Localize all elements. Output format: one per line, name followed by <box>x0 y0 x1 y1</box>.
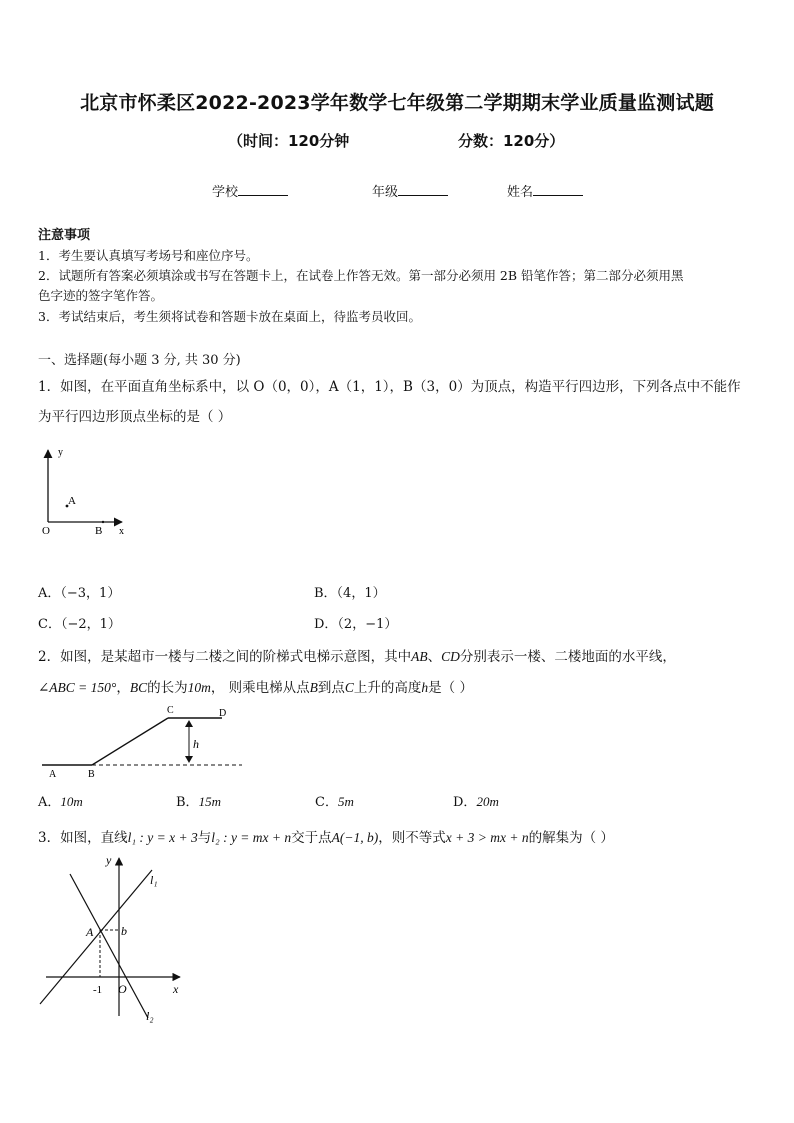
q3-x-label: x <box>173 982 179 996</box>
name-field[interactable] <box>507 181 583 200</box>
q1-stem-line2: 为平行四边形顶点坐标的是（ ） <box>38 409 232 425</box>
q1-x-label: x <box>119 526 124 537</box>
note-item: 2．试题所有答案必须填涂或书写在答题卡上，在试卷上作答无效。第一部分必须用 2B 铅笔作答；第二部分必须用黑 <box>38 268 684 283</box>
q3-line-l2 <box>70 874 148 1018</box>
q3-a-label: A <box>86 925 94 939</box>
q1-figure <box>36 446 136 538</box>
note-item: 3．考试结束后，考生须将试卷和答题卡放在桌面上，待监考员收回。 <box>38 309 421 324</box>
grade-blank[interactable] <box>398 183 448 196</box>
q2-h-label: h <box>193 737 199 751</box>
exam-time: （时间：120分钟 <box>228 132 350 150</box>
q2-escalator-bc <box>92 718 168 765</box>
q1-y-label: y <box>58 447 63 458</box>
q1-b-label: B <box>95 525 103 537</box>
q3-y-label: y <box>106 853 112 867</box>
notes-heading: 注意事项 <box>38 228 91 243</box>
q2-stem-line2: ∠ABC = 150°，BC的长为10m， 则乘电梯从点B到点C上升的高度h是（ ） <box>38 680 473 696</box>
q1-origin-label: O <box>42 525 50 537</box>
q2-arrow-up-icon <box>185 720 193 727</box>
q1-point-b <box>102 521 104 523</box>
section-heading: 一、选择题(每小题 3 分, 共 30 分) <box>38 353 241 368</box>
q3-b-label: b <box>121 924 127 938</box>
name-label: 姓名 <box>507 185 534 200</box>
q2-d-label: D <box>219 708 227 719</box>
grade-label: 年级 <box>372 185 399 200</box>
school-field[interactable] <box>212 181 288 200</box>
exam-score: 分数：120分） <box>458 132 565 150</box>
q3-stem: 3．如图，直线l₁ : y = x + 3与l₂ : y = mx + n交于点A(−1, b)，则不等式x + 3 > mx + n的解集为（ ） <box>38 830 614 846</box>
q2-option-c[interactable]: C．5m <box>315 794 354 810</box>
q1-option-d[interactable]: D．（2，−1） <box>314 617 398 632</box>
name-blank[interactable] <box>533 183 583 196</box>
q2-option-d[interactable]: D．20m <box>453 794 499 810</box>
note-item: 1．考生要认真填写考场号和座位序号。 <box>38 248 259 263</box>
school-label: 学校 <box>212 185 239 200</box>
q2-option-b[interactable]: B．15m <box>176 794 221 810</box>
note-item: 色字迹的签字笔作答。 <box>38 288 164 303</box>
q1-option-c[interactable]: C．（−2，1） <box>38 617 121 632</box>
q3-minus-one-label: -1 <box>93 984 103 996</box>
grade-field[interactable] <box>372 181 448 200</box>
q2-c-label: C <box>167 705 174 716</box>
q3-l2-label: l₂ <box>146 1009 154 1023</box>
q2-escalator-figure <box>36 702 246 782</box>
q1-a-label: A <box>68 495 76 507</box>
q3-l1-label: l₁ <box>150 873 158 887</box>
q2-stem-line1: 2．如图，是某超市一楼与二楼之间的阶梯式电梯示意图，其中AB、CD分别表示一楼、二楼地面的水平线， <box>38 649 676 665</box>
q2-option-a[interactable]: A．10m <box>38 794 83 810</box>
exam-title: 北京市怀柔区2022-2023学年数学七年级第二学期期末学业质量监测试题 <box>80 92 714 114</box>
q2-b-label: B <box>88 769 95 780</box>
q1-option-a[interactable]: A．（−3，1） <box>38 586 121 601</box>
school-blank[interactable] <box>238 183 288 196</box>
q1-option-b[interactable]: B．（4，1） <box>314 586 386 601</box>
q3-figure <box>36 848 186 1028</box>
q1-stem-line1: 1．如图，在平面直角坐标系中，以 O（0，0），A（1，1），B（3，0）为顶点，构造平行四边形，下列各点中不能作 <box>38 379 741 395</box>
q2-arrow-down-icon <box>185 756 193 763</box>
q3-origin-label: O <box>118 982 127 996</box>
q2-a-label: A <box>49 769 57 780</box>
